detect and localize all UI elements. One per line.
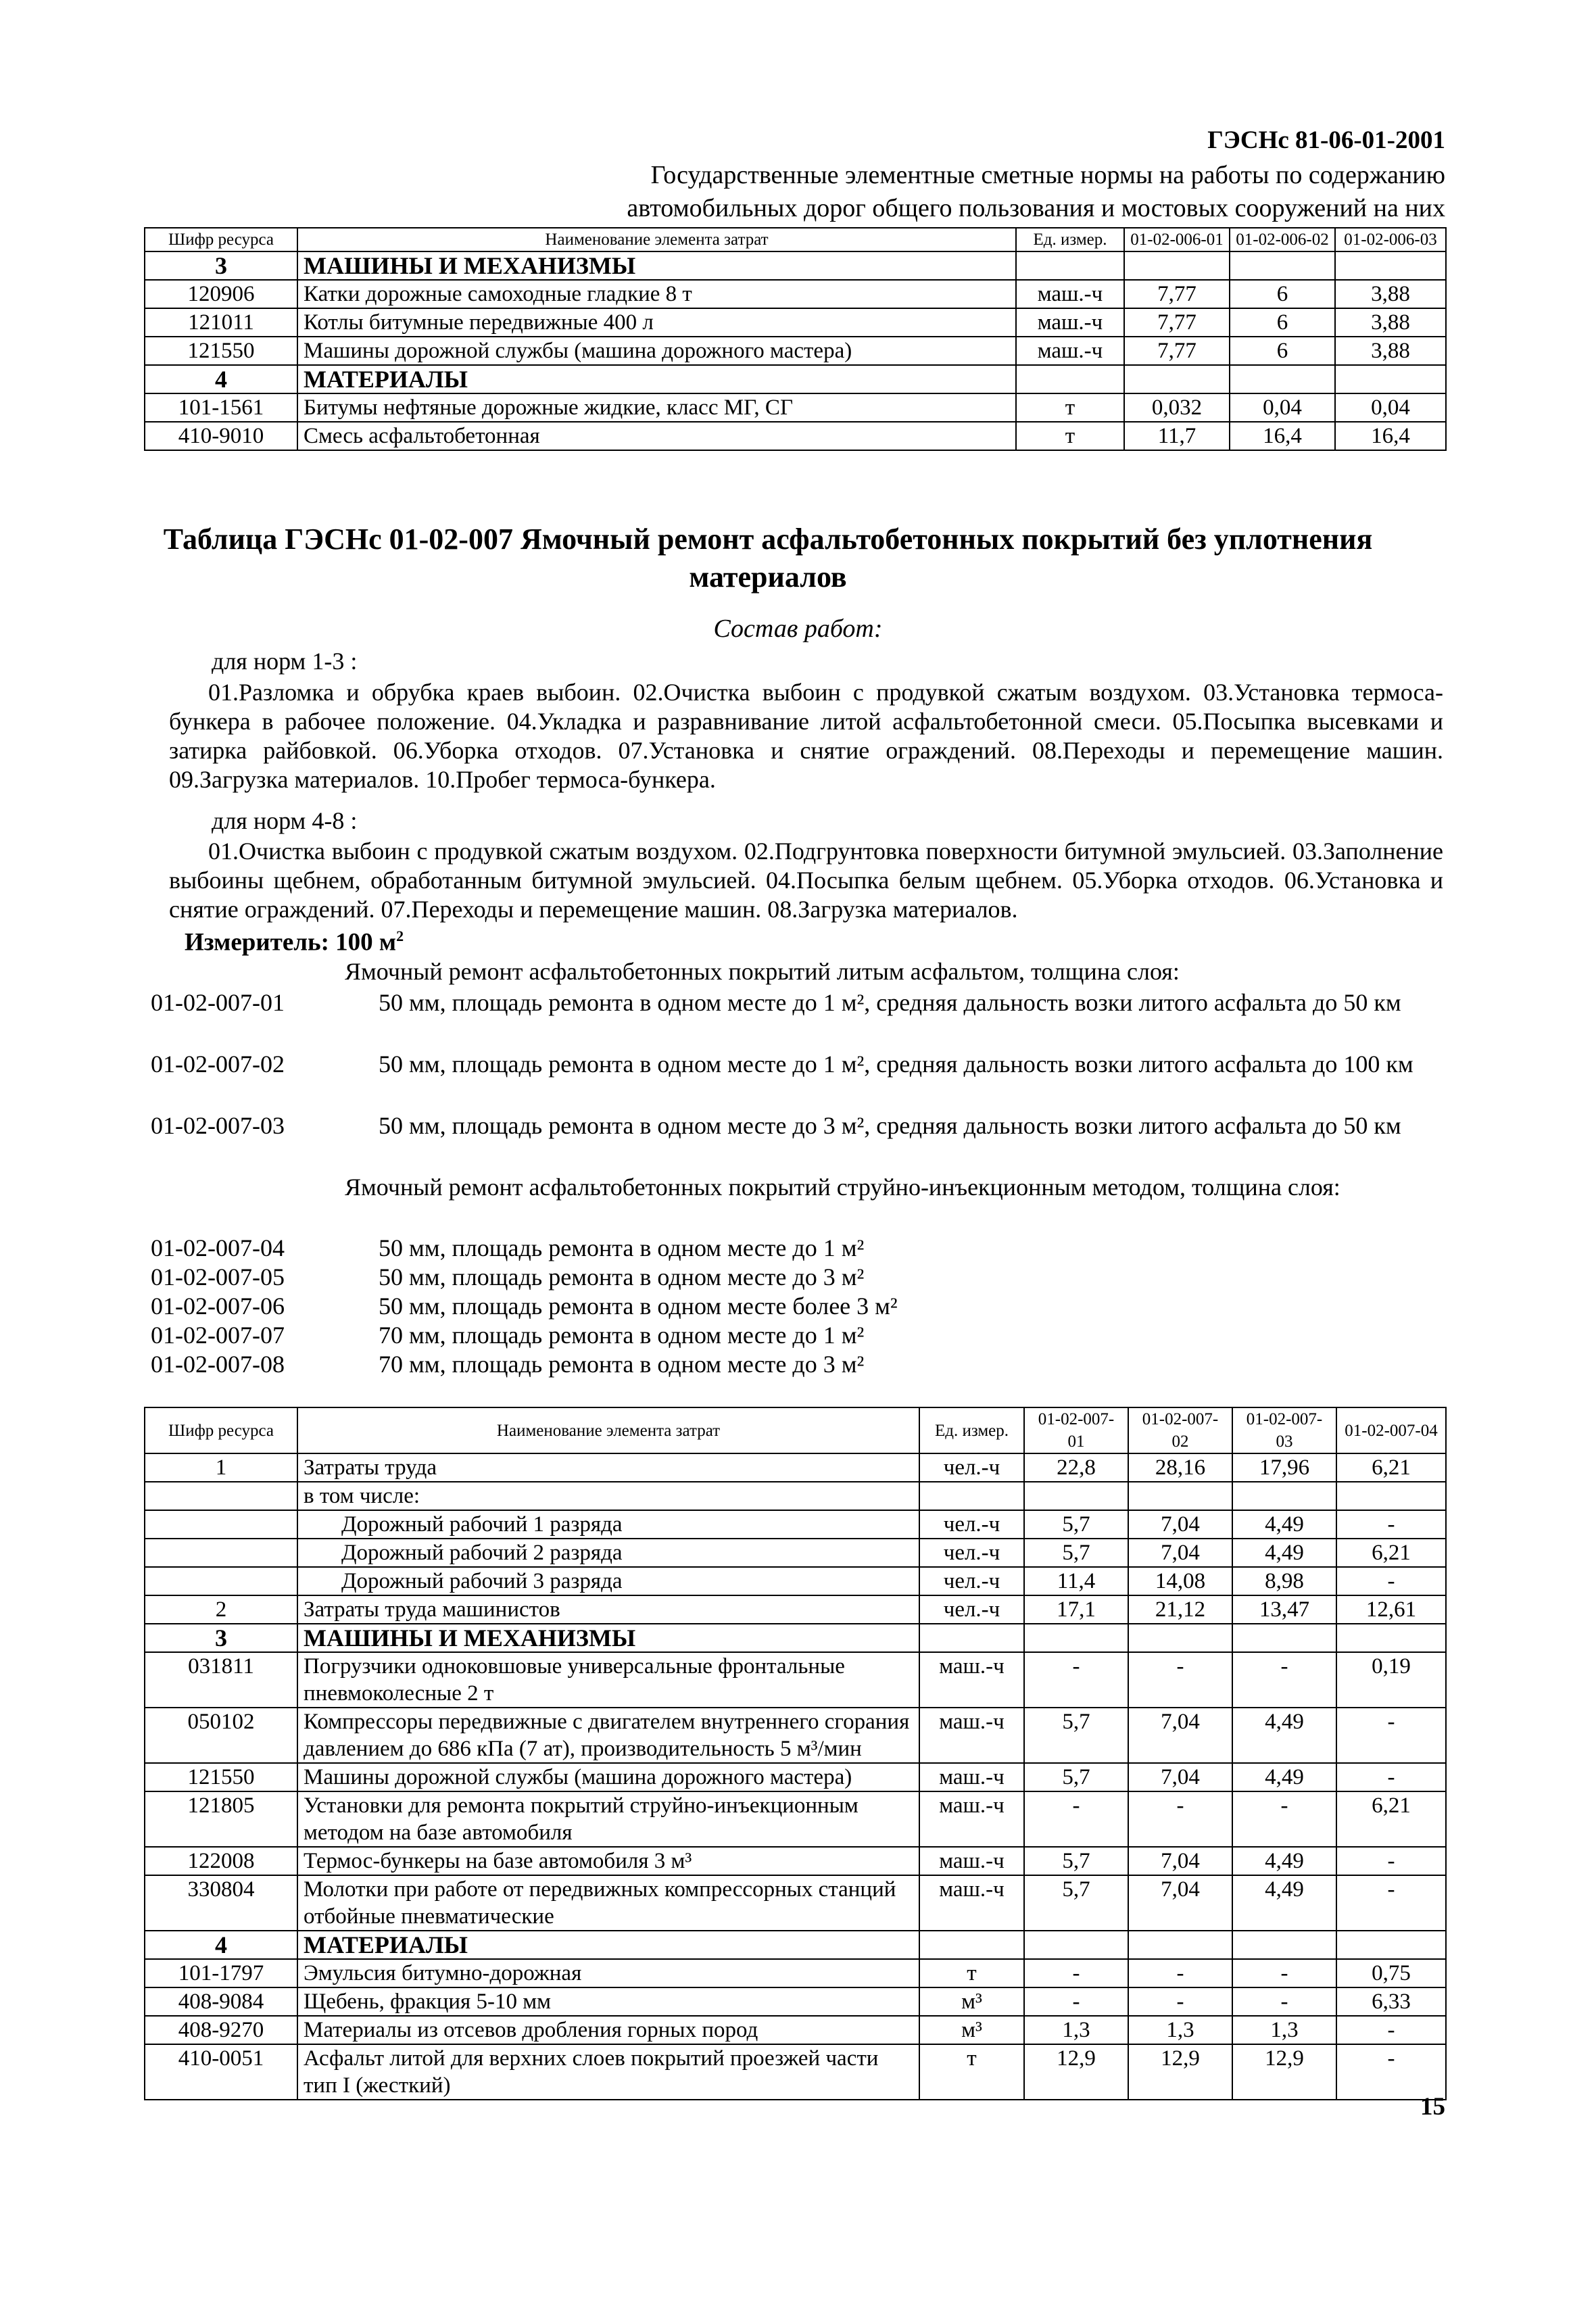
value-cell [1128,1624,1232,1652]
value-cell: 28,16 [1128,1453,1232,1482]
value-cell [1335,251,1446,280]
works-list-2: 01.Очистка выбоин с продувкой сжатым воздухом. 02.Подгрунтовка поверхности битумной эмульсией. 03.Заполнение выбоины щебнем, обработанным битумной эмульсией. 04.Посыпка белым щебнем. 05.Уборка отходов. 06.Установка и снятие ограждений. 07.Переходы и перемещение машин. 08.Загрузка материалов. [169,838,1443,923]
col-header-code: Шифр ресурса [145,1407,297,1453]
table-row [145,1652,1446,1708]
unit-cell: маш.-ч [919,1708,1024,1763]
col-header-unit: Ед. измер. [1016,228,1124,251]
value-cell: 21,12 [1128,1595,1232,1624]
resource-name-cell: Катки дорожные самоходные гладкие 8 т [297,280,1016,308]
value-cell [1124,365,1230,393]
norm-description: 50 мм, площадь ремонта в одном месте до 1 м² [379,1234,865,1261]
resource-code-cell: 4 [145,365,297,393]
value-cell: 0,04 [1335,393,1446,422]
value-cell [1336,1624,1446,1652]
table-row [145,1510,1446,1539]
value-cell: 14,08 [1128,1567,1232,1595]
value-cell [1024,1482,1128,1510]
resource-code-cell: 121011 [145,308,297,337]
resource-code-cell: 101-1561 [145,393,297,422]
resource-code-cell: 4 [145,1931,297,1959]
unit-cell: т [919,1959,1024,1987]
value-cell: - [1336,2016,1446,2044]
value-cell [1128,1482,1232,1510]
col-header-norm: 01-02-007-04 [1336,1407,1446,1453]
resource-name-cell: Котлы битумные передвижные 400 л [297,308,1016,337]
unit-cell: м³ [919,1987,1024,2016]
table-row [145,2016,1446,2044]
value-cell: 6 [1230,280,1335,308]
norm-code: 01-02-007-06 [151,1293,285,1320]
table-row [145,1453,1446,1482]
norm-description: 70 мм, площадь ремонта в одном месте до 1 м² [379,1322,865,1349]
document-code: ГЭСНс 81-06-01-2001 [1207,126,1445,154]
resource-code-cell [145,1567,297,1595]
value-cell: 16,4 [1230,422,1335,450]
norm-description: 50 мм, площадь ремонта в одном месте до 1 м², средняя дальность возки литого асфальта до 100 км [379,1051,1413,1078]
resource-name-cell: МАШИНЫ И МЕХАНИЗМЫ [297,1624,919,1652]
resource-name-cell: Дорожный рабочий 1 разряда [297,1510,919,1539]
resource-name-cell: Дорожный рабочий 3 разряда [297,1567,919,1595]
col-header-code: Шифр ресурса [145,228,297,251]
value-cell: 7,04 [1128,1875,1232,1931]
resource-code-cell: 410-0051 [145,2044,297,2100]
value-cell: 7,04 [1128,1539,1232,1567]
resource-name-cell: Битумы нефтяные дорожные жидкие, класс МГ, СГ [297,393,1016,422]
unit-cell [919,1482,1024,1510]
col-header-unit: Ед. измер. [919,1407,1024,1453]
unit-cell [919,1931,1024,1959]
value-cell [1336,1931,1446,1959]
unit-cell: чел.-ч [919,1510,1024,1539]
resource-code-cell: 121550 [145,337,297,365]
unit-cell [919,1624,1024,1652]
value-cell: 7,77 [1124,308,1230,337]
value-cell: 1,3 [1232,2016,1336,2044]
value-cell: - [1336,1847,1446,1875]
value-cell [1128,1931,1232,1959]
resource-name-cell: МАШИНЫ И МЕХАНИЗМЫ [297,251,1016,280]
value-cell: 7,04 [1128,1847,1232,1875]
resource-name-cell: Термос-бункеры на базе автомобиля 3 м³ [297,1847,919,1875]
value-cell: 4,49 [1232,1708,1336,1763]
norm-code: 01-02-007-02 [151,1051,285,1078]
resource-code-cell: 3 [145,1624,297,1652]
norm-code: 01-02-007-07 [151,1322,285,1349]
norm-code: 01-02-007-05 [151,1263,285,1290]
norm-description: 70 мм, площадь ремонта в одном месте до 3 м² [379,1351,865,1378]
value-cell: 6,21 [1336,1791,1446,1847]
value-cell [1232,1482,1336,1510]
table-row [145,1763,1446,1791]
resource-table-006 [144,227,1447,451]
resource-code-cell: 2 [145,1595,297,1624]
resource-code-cell: 120906 [145,280,297,308]
norm-code: 01-02-007-08 [151,1351,285,1378]
value-cell: - [1128,1652,1232,1708]
measure-label: Измеритель: [185,928,329,957]
resource-name-cell: МАТЕРИАЛЫ [297,1931,919,1959]
value-cell: 6,33 [1336,1987,1446,2016]
unit-cell: т [1016,422,1124,450]
value-cell: 17,96 [1232,1453,1336,1482]
value-cell: 6 [1230,308,1335,337]
value-cell: 5,7 [1024,1847,1128,1875]
measure-value: 100 м [335,928,397,957]
value-cell: 1,3 [1128,2016,1232,2044]
table-header-row [145,228,1446,251]
resource-code-cell: 101-1797 [145,1959,297,1987]
resource-name-cell: Затраты труда машинистов [297,1595,919,1624]
measure-unit [185,927,404,957]
resource-name-cell: Смесь асфальтобетонная [297,422,1016,450]
value-cell: - [1024,1987,1128,2016]
section-row [145,365,1446,393]
table-row [145,337,1446,365]
unit-cell: маш.-ч [919,1875,1024,1931]
value-cell [1232,1624,1336,1652]
section-title: Таблица ГЭСНс 01-02-007 Ямочный ремонт асфальтобетонных покрытий без уплотнения материалов [163,523,1373,594]
measure-superscript: 2 [396,927,404,944]
value-cell: 7,04 [1128,1763,1232,1791]
norm-code: 01-02-007-01 [151,989,285,1016]
value-cell: - [1024,1652,1128,1708]
unit-cell [1016,365,1124,393]
value-cell: 5,7 [1024,1539,1128,1567]
unit-cell: маш.-ч [919,1763,1024,1791]
resource-name-cell: Машины дорожной службы (машина дорожного мастера) [297,337,1016,365]
resource-code-cell: 1 [145,1453,297,1482]
resource-code-cell: 408-9270 [145,2016,297,2044]
value-cell: 5,7 [1024,1708,1128,1763]
resource-code-cell [145,1539,297,1567]
col-header-norm: 01-02-006-02 [1230,228,1335,251]
value-cell: 3,88 [1335,280,1446,308]
value-cell: - [1232,1959,1336,1987]
value-cell: 5,7 [1024,1875,1128,1931]
resource-code-cell: 408-9084 [145,1987,297,2016]
value-cell [1336,1482,1446,1510]
norms-group-label: для норм 4-8 : [212,807,358,834]
value-cell [1024,1624,1128,1652]
table-row [145,1595,1446,1624]
value-cell [1230,251,1335,280]
resource-code-cell: 410-9010 [145,422,297,450]
header-line-2: автомобильных дорог общего пользования и мостовых сооружений на них [627,194,1445,222]
table-row [145,1567,1446,1595]
value-cell: 12,9 [1128,2044,1232,2100]
resource-name-cell: Материалы из отсевов дробления горных пород [297,2016,919,2044]
resource-name-cell: Асфальт литой для верхних слоев покрытий проезжей части тип I (жесткий) [297,2044,919,2100]
value-cell: 17,1 [1024,1595,1128,1624]
unit-cell [1016,251,1124,280]
unit-cell: т [919,2044,1024,2100]
norms-lead-text: Ямочный ремонт асфальтобетонных покрытий литым асфальтом, толщина слоя: [345,958,1180,985]
resource-code-cell: 121550 [145,1763,297,1791]
value-cell: 5,7 [1024,1763,1128,1791]
value-cell: - [1336,2044,1446,2100]
norm-description: 50 мм, площадь ремонта в одном месте до 1 м², средняя дальность возки литого асфальта до 50 км [379,989,1401,1016]
page-number: 15 [1420,2093,1445,2121]
resource-code-cell: 122008 [145,1847,297,1875]
resource-code-cell [145,1510,297,1539]
unit-cell: маш.-ч [1016,337,1124,365]
table-row [145,308,1446,337]
resource-name-cell: Погрузчики одноковшовые универсальные фронтальные пневмоколесные 2 т [297,1652,919,1708]
col-header-norm: 01-02-006-03 [1335,228,1446,251]
resource-name-cell: Эмульсия битумно-дорожная [297,1959,919,1987]
resource-code-cell: 050102 [145,1708,297,1763]
col-header-name: Наименование элемента затрат [297,228,1016,251]
table-row [145,1482,1446,1510]
value-cell: - [1128,1959,1232,1987]
table-row [145,1791,1446,1847]
value-cell: 12,9 [1024,2044,1128,2100]
resource-name-cell: Компрессоры передвижные с двигателем внутреннего сгорания давлением до 686 кПа (7 ат), производительность 5 м³/мин [297,1708,919,1763]
value-cell: - [1024,1791,1128,1847]
unit-cell: чел.-ч [919,1595,1024,1624]
table-row [145,1539,1446,1567]
unit-cell: м³ [919,2016,1024,2044]
table-row [145,1875,1446,1931]
value-cell: - [1336,1567,1446,1595]
resource-name-cell: МАТЕРИАЛЫ [297,365,1016,393]
resource-code-cell: 031811 [145,1652,297,1708]
resource-code-cell: 330804 [145,1875,297,1931]
table-row [145,1959,1446,1987]
value-cell [1024,1931,1128,1959]
unit-cell: маш.-ч [919,1652,1024,1708]
value-cell: 11,4 [1024,1567,1128,1595]
value-cell: 0,75 [1336,1959,1446,1987]
resource-name-cell: Установки для ремонта покрытий струйно-инъекционным методом на базе автомобиля [297,1791,919,1847]
value-cell: 22,8 [1024,1453,1128,1482]
value-cell: 0,19 [1336,1652,1446,1708]
value-cell: 8,98 [1232,1567,1336,1595]
unit-cell: чел.-ч [919,1567,1024,1595]
value-cell: - [1232,1987,1336,2016]
section-row [145,251,1446,280]
table-row [145,2044,1446,2100]
table-row [145,393,1446,422]
value-cell: 4,49 [1232,1510,1336,1539]
col-header-norm: 01-02-007-01 [1024,1407,1128,1453]
value-cell: 0,04 [1230,393,1335,422]
value-cell: 11,7 [1124,422,1230,450]
col-header-name: Наименование элемента затрат [297,1407,919,1453]
norm-code: 01-02-007-03 [151,1112,285,1139]
resource-table-007 [144,1407,1447,2100]
works-list-1: 01.Разломка и обрубка краев выбоин. 02.Очистка выбоин с продувкой сжатым воздухом. 03.Установка термоса-бункера в рабочее положение. 04.Укладка и разравнивание литой асфальтобетонной смеси. 05.Посыпка высевками и затирка райбовкой. 06.Уборка отходов. 07.Установка и снятие ограждений. 08.Переходы и перемещение машин. 09.Загрузка материалов. 10.Пробег термоса-бункера. [169,679,1443,793]
unit-cell: маш.-ч [919,1847,1024,1875]
value-cell: 4,49 [1232,1847,1336,1875]
value-cell: 16,4 [1335,422,1446,450]
resource-code-cell [145,1482,297,1510]
norm-description: 50 мм, площадь ремонта в одном месте более 3 м² [379,1293,898,1320]
norms-group-label: для норм 1-3 : [212,648,358,675]
value-cell: - [1336,1708,1446,1763]
value-cell: 13,47 [1232,1595,1336,1624]
col-header-norm: 01-02-007-02 [1128,1407,1232,1453]
value-cell: 6,21 [1336,1453,1446,1482]
unit-cell: маш.-ч [919,1791,1024,1847]
unit-cell: чел.-ч [919,1453,1024,1482]
resource-name-cell: Машины дорожной службы (машина дорожного мастера) [297,1763,919,1791]
table-header-row [145,1407,1446,1453]
table-row [145,1708,1446,1763]
value-cell: 7,77 [1124,337,1230,365]
value-cell: 7,04 [1128,1708,1232,1763]
section-row [145,1931,1446,1959]
composition-heading: Состав работ: [713,614,883,643]
table-row [145,280,1446,308]
unit-cell: чел.-ч [919,1539,1024,1567]
value-cell: - [1024,1959,1128,1987]
resource-name-cell: Дорожный рабочий 2 разряда [297,1539,919,1567]
section-row [145,1624,1446,1652]
value-cell: 7,04 [1128,1510,1232,1539]
value-cell: 1,3 [1024,2016,1128,2044]
value-cell: - [1336,1763,1446,1791]
resource-name-cell: Щебень, фракция 5-10 мм [297,1987,919,2016]
header-line-1: Государственные элементные сметные нормы на работы по содержанию [650,161,1445,189]
value-cell: 0,032 [1124,393,1230,422]
value-cell: - [1336,1875,1446,1931]
value-cell [1124,251,1230,280]
value-cell [1335,365,1446,393]
resource-name-cell: Молотки при работе от передвижных компрессорных станций отбойные пневматические [297,1875,919,1931]
value-cell: 7,77 [1124,280,1230,308]
value-cell: 6 [1230,337,1335,365]
norm-code: 01-02-007-04 [151,1234,285,1261]
value-cell [1232,1931,1336,1959]
unit-cell: т [1016,393,1124,422]
value-cell: - [1232,1652,1336,1708]
value-cell: 6,21 [1336,1539,1446,1567]
value-cell: 5,7 [1024,1510,1128,1539]
value-cell: - [1128,1791,1232,1847]
resource-name-cell: Затраты труда [297,1453,919,1482]
resource-name-cell: в том числе: [297,1482,919,1510]
table-row [145,1987,1446,2016]
norm-description: 50 мм, площадь ремонта в одном месте до 3 м², средняя дальность возки литого асфальта до 50 км [379,1112,1401,1139]
col-header-norm: 01-02-006-01 [1124,228,1230,251]
value-cell: - [1232,1791,1336,1847]
value-cell: 4,49 [1232,1539,1336,1567]
resource-code-cell: 3 [145,251,297,280]
value-cell: - [1336,1510,1446,1539]
resource-code-cell: 121805 [145,1791,297,1847]
value-cell: 12,61 [1336,1595,1446,1624]
norms-lead-text: Ямочный ремонт асфальтобетонных покрытий струйно-инъекционным методом, толщина слоя: [345,1174,1340,1201]
value-cell: 4,49 [1232,1875,1336,1931]
norm-description: 50 мм, площадь ремонта в одном месте до 3 м² [379,1263,865,1290]
table-row [145,422,1446,450]
value-cell: 4,49 [1232,1763,1336,1791]
value-cell [1230,365,1335,393]
value-cell: 3,88 [1335,337,1446,365]
unit-cell: маш.-ч [1016,308,1124,337]
table-row [145,1847,1446,1875]
value-cell: - [1128,1987,1232,2016]
col-header-norm: 01-02-007-03 [1232,1407,1336,1453]
unit-cell: маш.-ч [1016,280,1124,308]
value-cell: 12,9 [1232,2044,1336,2100]
value-cell: 3,88 [1335,308,1446,337]
